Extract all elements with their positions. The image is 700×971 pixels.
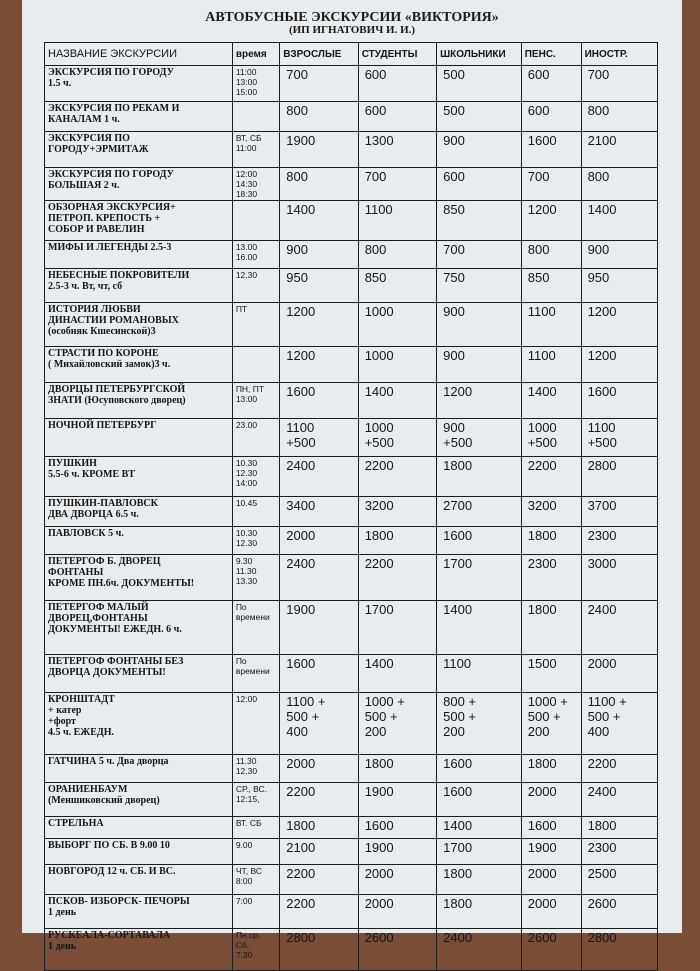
table-row (45, 201, 658, 241)
table-row (45, 693, 658, 755)
price-students: 1700 (358, 601, 436, 655)
excursion-time (232, 102, 279, 132)
price-schoolchildren: 900 (437, 132, 522, 168)
price-students: 2200 (358, 555, 436, 601)
excursion-time: ПН, ПТ 13:00 (232, 383, 279, 419)
price-students: 3200 (358, 497, 436, 527)
price-students: 2000 (358, 895, 436, 929)
price-pensioners: 1200 (521, 201, 581, 241)
column-header: время (232, 43, 279, 66)
price-adults: 1200 (280, 303, 358, 347)
table-row (45, 457, 658, 497)
excursion-name: ПЕТЕРГОФ ФОНТАНЫ БЕЗ ДВОРЦА ДОКУМЕНТЫ! (45, 655, 233, 693)
column-header: НАЗВАНИЕ ЭКСКУРСИИ (45, 43, 233, 66)
excursion-name: ИСТОРИЯ ЛЮБВИ ДИНАСТИИ РОМАНОВЫХ (особняк Кшесинской)3 (45, 303, 233, 347)
excursion-name: ГАТЧИНА 5 ч. Два дворца (45, 755, 233, 783)
excursion-time: 7:00 (232, 895, 279, 929)
excursion-time: 11:00 13:00 15:00 (232, 66, 279, 102)
price-students: 2200 (358, 457, 436, 497)
price-students: 1400 (358, 655, 436, 693)
price-students: 1000 (358, 347, 436, 383)
table-row (45, 865, 658, 895)
price-pensioners: 1000 +500 (521, 419, 581, 457)
price-foreigners: 2300 (581, 527, 657, 555)
excursion-time: 9.00 (232, 839, 279, 865)
excursion-name: ПЕТЕРГОФ Б. ДВОРЕЦ ФОНТАНЫ КРОМЕ ПН.6ч. ДОКУМЕНТЫ! (45, 555, 233, 601)
table-row (45, 241, 658, 269)
excursion-name: ПУШКИН-ПАВЛОВСК ДВА ДВОРЦА 6.5 ч. (45, 497, 233, 527)
excursion-name: ПАВЛОВСК 5 ч. (45, 527, 233, 555)
excursion-time: 10.30 12.30 14:00 (232, 457, 279, 497)
price-foreigners: 950 (581, 269, 657, 303)
price-schoolchildren: 1700 (437, 839, 522, 865)
price-foreigners: 1600 (581, 383, 657, 419)
price-students: 1300 (358, 132, 436, 168)
price-pensioners: 2200 (521, 457, 581, 497)
table-row (45, 527, 658, 555)
column-header: ПЕНС. (521, 43, 581, 66)
price-schoolchildren: 1700 (437, 555, 522, 601)
table-row (45, 755, 658, 783)
table-row (45, 783, 658, 817)
price-pensioners: 600 (521, 102, 581, 132)
excursion-time: ЧТ, ВС 8:00 (232, 865, 279, 895)
price-adults: 1200 (280, 347, 358, 383)
price-pensioners: 800 (521, 241, 581, 269)
price-pensioners: 2000 (521, 895, 581, 929)
price-adults: 950 (280, 269, 358, 303)
excursion-price-table (44, 42, 658, 971)
price-pensioners: 1800 (521, 755, 581, 783)
price-foreigners: 800 (581, 102, 657, 132)
excursion-time: ПТ (232, 303, 279, 347)
price-students: 600 (358, 102, 436, 132)
excursion-name: ПУШКИН 5.5-6 ч. КРОМЕ ВТ (45, 457, 233, 497)
price-adults: 1900 (280, 132, 358, 168)
price-schoolchildren: 700 (437, 241, 522, 269)
sheet-subtitle: (ИП ИГНАТОВИЧ И. И.) (288, 24, 416, 36)
price-foreigners: 800 (581, 168, 657, 201)
table-row (45, 601, 658, 655)
price-pensioners: 1800 (521, 601, 581, 655)
excursion-name: ЭКСКУРСИЯ ПО ГОРОДУ БОЛЬШАЯ 2 ч. (45, 168, 233, 201)
table-row (45, 347, 658, 383)
price-pensioners: 3200 (521, 497, 581, 527)
price-foreigners: 2800 (581, 457, 657, 497)
excursion-time: По времени (232, 655, 279, 693)
price-schoolchildren: 1100 (437, 655, 522, 693)
price-students: 1900 (358, 783, 436, 817)
excursion-name: ЭКСКУРСИЯ ПО ГОРОДУ+ЭРМИТАЖ (45, 132, 233, 168)
price-foreigners: 2400 (581, 601, 657, 655)
excursion-name: СТРАСТИ ПО КОРОНЕ ( Михайловский замок)3 ч. (45, 347, 233, 383)
table-row (45, 895, 658, 929)
price-schoolchildren: 900 (437, 347, 522, 383)
price-foreigners: 3000 (581, 555, 657, 601)
excursion-time (232, 347, 279, 383)
price-pensioners: 2300 (521, 555, 581, 601)
table-row (45, 168, 658, 201)
price-foreigners: 2200 (581, 755, 657, 783)
price-students: 2600 (358, 929, 436, 971)
price-pensioners: 600 (521, 66, 581, 102)
excursion-name: ОРАНИЕНБАУМ (Меншиковский дворец) (45, 783, 233, 817)
price-pensioners: 1100 (521, 303, 581, 347)
price-pensioners: 1800 (521, 527, 581, 555)
excursion-time (232, 201, 279, 241)
excursion-time: ВТ. СБ (232, 817, 279, 839)
price-adults: 1600 (280, 655, 358, 693)
sheet-title: АВТОБУСНЫЕ ЭКСКУРСИИ «ВИКТОРИЯ» (205, 10, 499, 25)
price-schoolchildren: 1600 (437, 783, 522, 817)
price-students: 1800 (358, 755, 436, 783)
excursion-time: 10.45 (232, 497, 279, 527)
price-pensioners: 1900 (521, 839, 581, 865)
price-students: 1900 (358, 839, 436, 865)
table-header-row (45, 43, 658, 66)
price-pensioners: 700 (521, 168, 581, 201)
price-adults: 2100 (280, 839, 358, 865)
price-schoolchildren: 500 (437, 102, 522, 132)
price-adults: 1800 (280, 817, 358, 839)
excursion-name: МИФЫ И ЛЕГЕНДЫ 2.5-3 (45, 241, 233, 269)
excursion-time: 12:00 14:30 18:30 (232, 168, 279, 201)
price-schoolchildren: 1800 (437, 865, 522, 895)
price-schoolchildren: 2400 (437, 929, 522, 971)
table-row (45, 839, 658, 865)
excursion-name: КРОНШТАДТ + катер +форт 4.5 ч. ЕЖЕДН. (45, 693, 233, 755)
column-header: ИНОСТР. (581, 43, 657, 66)
excursion-name: НОЧНОЙ ПЕТЕРБУРГ (45, 419, 233, 457)
price-schoolchildren: 500 (437, 66, 522, 102)
table-row (45, 303, 658, 347)
column-header: ВЗРОСЛЫЕ (280, 43, 358, 66)
table-row (45, 655, 658, 693)
excursion-name: ОБЗОРНАЯ ЭКСКУРСИЯ+ ПЕТРОП. КРЕПОСТЬ + СОБОР И РАВЕЛИН (45, 201, 233, 241)
price-adults: 2200 (280, 865, 358, 895)
excursion-name: НЕБЕСНЫЕ ПОКРОВИТЕЛИ 2.5-3 ч. Вт, чт, сб (45, 269, 233, 303)
excursion-name: РУСКЕАЛА-СОРТАВАЛА 1 день (45, 929, 233, 971)
price-students: 700 (358, 168, 436, 201)
excursion-name: ПСКОВ- ИЗБОРСК- ПЕЧОРЫ 1 день (45, 895, 233, 929)
price-students: 1800 (358, 527, 436, 555)
price-foreigners: 1400 (581, 201, 657, 241)
price-pensioners: 1500 (521, 655, 581, 693)
price-foreigners: 1200 (581, 303, 657, 347)
price-students: 1100 (358, 201, 436, 241)
price-foreigners: 1100 +500 (581, 419, 657, 457)
price-foreigners: 2800 (581, 929, 657, 971)
price-schoolchildren: 800 + 500 + 200 (437, 693, 522, 755)
price-pensioners: 2600 (521, 929, 581, 971)
price-schoolchildren: 2700 (437, 497, 522, 527)
price-adults: 2800 (280, 929, 358, 971)
price-adults: 900 (280, 241, 358, 269)
price-adults: 800 (280, 102, 358, 132)
price-pensioners: 2000 (521, 865, 581, 895)
price-students: 600 (358, 66, 436, 102)
excursion-name: ДВОРЦЫ ПЕТЕРБУРГСКОЙ ЗНАТИ (Юсуповского дворец) (45, 383, 233, 419)
price-adults: 2000 (280, 755, 358, 783)
price-schoolchildren: 900 +500 (437, 419, 522, 457)
price-adults: 2200 (280, 895, 358, 929)
price-foreigners: 2300 (581, 839, 657, 865)
price-foreigners: 1100 + 500 + 400 (581, 693, 657, 755)
excursion-time: 23.00 (232, 419, 279, 457)
table-row (45, 132, 658, 168)
price-adults: 1900 (280, 601, 358, 655)
excursion-name: ПЕТЕРГОФ МАЛЫЙ ДВОРЕЦ,ФОНТАНЫ ДОКУМЕНТЫ! ЕЖЕДН. 6 ч. (45, 601, 233, 655)
price-adults: 3400 (280, 497, 358, 527)
price-adults: 2000 (280, 527, 358, 555)
excursion-time: 12:00 (232, 693, 279, 755)
price-pensioners: 1600 (521, 817, 581, 839)
price-students: 800 (358, 241, 436, 269)
price-schoolchildren: 1800 (437, 457, 522, 497)
table-row (45, 497, 658, 527)
table-row (45, 817, 658, 839)
price-students: 2000 (358, 865, 436, 895)
excursion-time: По времени (232, 601, 279, 655)
excursion-time: 9.30 11.30 13.30 (232, 555, 279, 601)
price-adults: 1100 + 500 + 400 (280, 693, 358, 755)
price-adults: 800 (280, 168, 358, 201)
price-schoolchildren: 1800 (437, 895, 522, 929)
excursion-time: 12.30 (232, 269, 279, 303)
price-pensioners: 2000 (521, 783, 581, 817)
price-pensioners: 1600 (521, 132, 581, 168)
price-foreigners: 900 (581, 241, 657, 269)
price-students: 1400 (358, 383, 436, 419)
price-adults: 2400 (280, 555, 358, 601)
price-schoolchildren: 1600 (437, 755, 522, 783)
price-schoolchildren: 1400 (437, 817, 522, 839)
column-header: ШКОЛЬНИКИ (437, 43, 522, 66)
price-schoolchildren: 750 (437, 269, 522, 303)
price-adults: 700 (280, 66, 358, 102)
price-schoolchildren: 1200 (437, 383, 522, 419)
price-adults: 1100 +500 (280, 419, 358, 457)
price-students: 1000 + 500 + 200 (358, 693, 436, 755)
excursion-time: Пн,ср, Сб. 7:30 (232, 929, 279, 971)
price-foreigners: 2600 (581, 895, 657, 929)
excursion-name: ВЫБОРГ ПО СБ. В 9.00 10 (45, 839, 233, 865)
excursion-time: 11.30 12.30 (232, 755, 279, 783)
table-body (45, 66, 658, 971)
price-schoolchildren: 900 (437, 303, 522, 347)
table-row (45, 419, 658, 457)
price-pensioners: 1400 (521, 383, 581, 419)
price-students: 1000 +500 (358, 419, 436, 457)
price-foreigners: 2400 (581, 783, 657, 817)
excursion-time: СР., ВС. 12:15, (232, 783, 279, 817)
price-schoolchildren: 1400 (437, 601, 522, 655)
excursion-time: ВТ, СБ 11:00 (232, 132, 279, 168)
price-pensioners: 850 (521, 269, 581, 303)
price-foreigners: 1800 (581, 817, 657, 839)
table-row (45, 66, 658, 102)
price-pensioners: 1000 + 500 + 200 (521, 693, 581, 755)
price-foreigners: 1200 (581, 347, 657, 383)
price-pensioners: 1100 (521, 347, 581, 383)
price-foreigners: 700 (581, 66, 657, 102)
price-adults: 1400 (280, 201, 358, 241)
price-foreigners: 2500 (581, 865, 657, 895)
price-foreigners: 2100 (581, 132, 657, 168)
table-row (45, 555, 658, 601)
price-foreigners: 3700 (581, 497, 657, 527)
excursion-name: НОВГОРОД 12 ч. СБ. И ВС. (45, 865, 233, 895)
price-adults: 2400 (280, 457, 358, 497)
price-students: 1000 (358, 303, 436, 347)
price-schoolchildren: 600 (437, 168, 522, 201)
price-students: 850 (358, 269, 436, 303)
price-foreigners: 2000 (581, 655, 657, 693)
price-students: 1600 (358, 817, 436, 839)
excursion-name: СТРЕЛЬНА (45, 817, 233, 839)
column-header: СТУДЕНТЫ (358, 43, 436, 66)
table-row (45, 269, 658, 303)
table-row (45, 929, 658, 971)
excursion-time: 10.30 12.30 (232, 527, 279, 555)
table-row (45, 102, 658, 132)
price-adults: 1600 (280, 383, 358, 419)
excursion-name: ЭКСКУРСИЯ ПО ГОРОДУ 1.5 ч. (45, 66, 233, 102)
price-schoolchildren: 1600 (437, 527, 522, 555)
price-schoolchildren: 850 (437, 201, 522, 241)
price-adults: 2200 (280, 783, 358, 817)
excursion-time: 13.00 16.00 (232, 241, 279, 269)
table-row (45, 383, 658, 419)
excursion-name: ЭКСКУРСИЯ ПО РЕКАМ И КАНАЛАМ 1 ч. (45, 102, 233, 132)
